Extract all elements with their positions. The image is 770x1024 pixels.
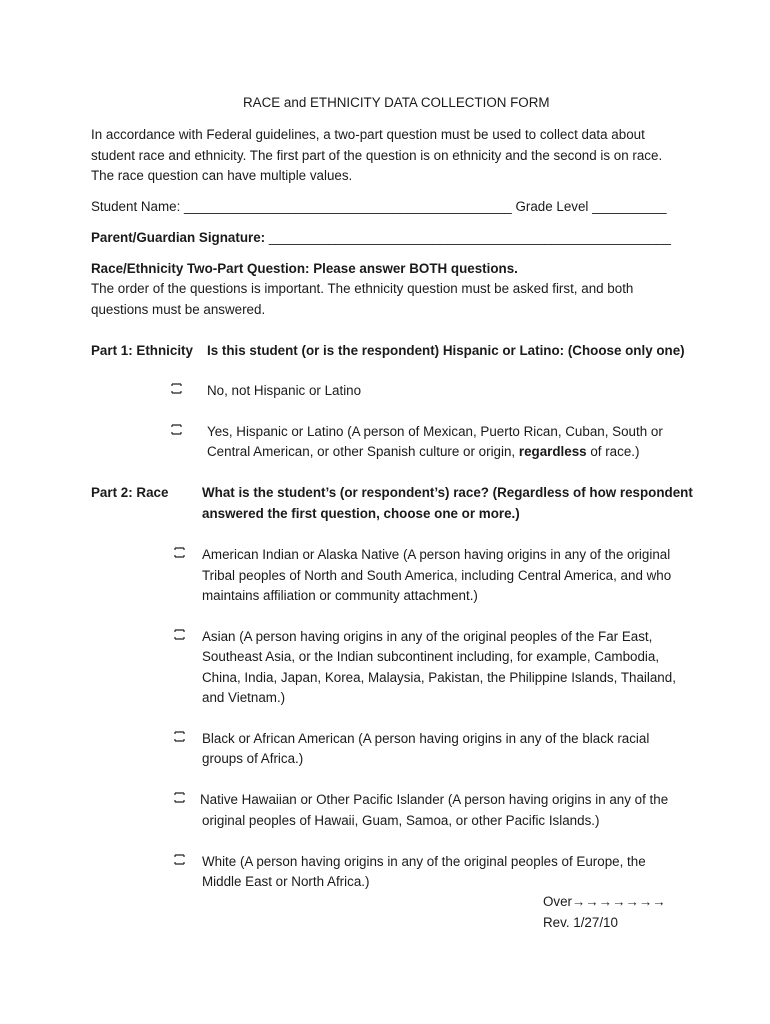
option-native-hawaiian-line-1: Native Hawaiian or Other Pacific Islander (A person having origins in any of the — [200, 792, 669, 807]
checkbox-white[interactable] — [174, 854, 183, 864]
intro-line-2: student race and ethnicity. The first part of the question is on ethnicity and the second is on race. — [91, 148, 663, 163]
option-hispanic-regardless: regardless — [518, 444, 587, 459]
option-american-indian-line-2: Tribal peoples of North and South America, including Central America, and who — [202, 568, 672, 583]
option-asian-line-2: Southeast Asia, or the Indian subcontinent including, for example, Cambodia, — [202, 649, 660, 664]
part2-question-line-1: What is the student’s (or respondent’s) race? (Regardless of how respondent — [202, 485, 693, 500]
grade-level-label: Grade Level — [511, 199, 593, 214]
checkbox-asian[interactable] — [174, 629, 183, 639]
over-indicator: Over→→→→→→→ — [543, 894, 666, 909]
option-american-indian-line-3: maintains affiliation or community attachment.) — [202, 588, 478, 603]
option-hispanic-line-2-text: Central American, or other Spanish culture or origin, — [207, 444, 519, 459]
part1-question: Is this student (or is the respondent) Hispanic or Latino: (Choose only one) — [207, 343, 685, 358]
option-white-line-1: White (A person having origins in any of the original peoples of Europe, the — [202, 854, 646, 869]
intro-line-3: The race question can have multiple values. — [91, 168, 353, 183]
option-hispanic-tail: of race.) — [586, 444, 640, 459]
intro-line-1: In accordance with Federal guidelines, a two-part question must be used to collect data about — [91, 127, 645, 142]
option-native-hawaiian-line-2: original peoples of Hawaii, Guam, Samoa, or other Pacific Islands.) — [202, 813, 600, 828]
checkbox-black[interactable] — [174, 731, 183, 741]
guardian-signature-field[interactable]: ______________________________________________________ — [268, 230, 671, 245]
checkbox-not-hispanic[interactable] — [171, 383, 180, 393]
checkbox-american-indian[interactable] — [174, 547, 183, 557]
option-asian-line-1: Asian (A person having origins in any of the original peoples of the Far East, — [202, 629, 653, 644]
checkbox-native-hawaiian[interactable] — [174, 792, 183, 802]
part2-label: Part 2: Race — [91, 485, 169, 500]
option-american-indian-line-1: American Indian or Alaska Native (A person having origins in any of the original — [202, 547, 671, 562]
guardian-signature-row — [91, 227, 671, 248]
order-note-line-1: The order of the questions is important. The ethnicity question must be asked first, and both — [91, 281, 634, 296]
grade-level-field[interactable]: __________ — [592, 199, 667, 214]
option-black-line-2: groups of Africa.) — [202, 751, 304, 766]
option-asian-line-3: China, India, Japan, Korea, Malaysia, Pakistan, the Philippine Islands, Thailand, — [202, 670, 676, 685]
two-part-heading: Race/Ethnicity Two-Part Question: Please answer BOTH questions. — [91, 261, 518, 276]
student-name-row — [91, 196, 667, 217]
option-white-line-2: Middle East or North Africa.) — [202, 874, 370, 889]
part2-question-line-2: answered the first question, choose one or more.) — [202, 506, 520, 521]
student-name-field[interactable]: ____________________________________________ — [184, 199, 512, 214]
option-black-line-1: Black or African American (A person having origins in any of the black racial — [202, 731, 650, 746]
student-name-label: Student Name: — [91, 199, 185, 214]
revision-date: Rev. 1/27/10 — [543, 915, 618, 930]
checkbox-hispanic[interactable] — [171, 424, 180, 434]
order-note-line-2: questions must be answered. — [91, 302, 266, 317]
option-hispanic-line-2 — [207, 441, 639, 462]
part1-label: Part 1: Ethnicity — [91, 343, 193, 358]
form-title: RACE and ETHNICITY DATA COLLECTION FORM — [243, 95, 550, 110]
option-hispanic-line-1: Yes, Hispanic or Latino (A person of Mexican, Puerto Rican, Cuban, South or — [207, 424, 663, 439]
guardian-signature-label: Parent/Guardian Signature: — [91, 230, 269, 245]
option-asian-line-4: and Vietnam.) — [202, 690, 286, 705]
option-not-hispanic: No, not Hispanic or Latino — [207, 383, 362, 398]
